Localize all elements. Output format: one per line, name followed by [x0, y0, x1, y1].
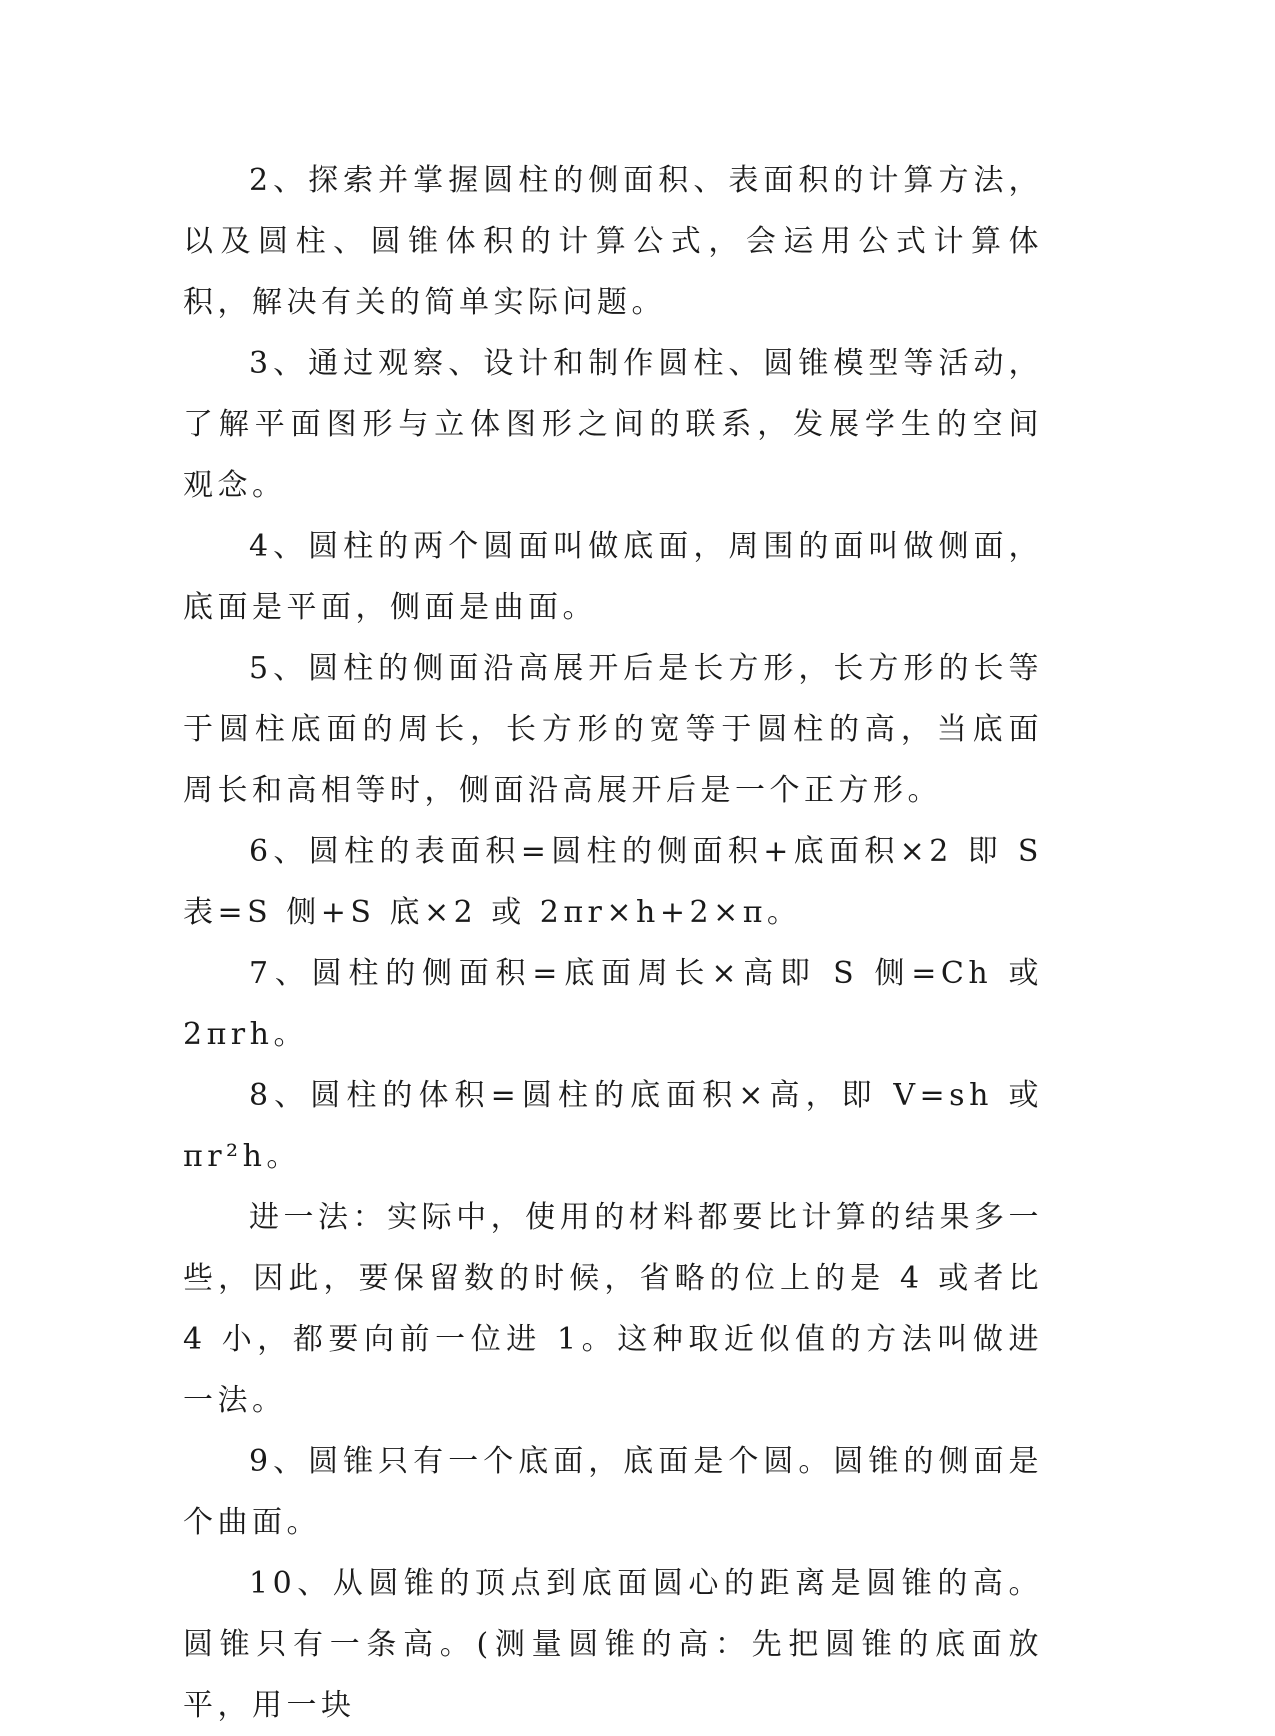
- paragraph-4: 4、圆柱的两个圆面叫做底面，周围的面叫做侧面，底面是平面，侧面是曲面。: [183, 529, 1043, 625]
- paragraph-jinyifa: 进一法：实际中，使用的材料都要比计算的结果多一些，因此，要保留数的时候，省略的位上的是 4 或者比 4 小，都要向前一位进 1。这种取近似值的方法叫做进一法。: [183, 1200, 1043, 1418]
- document-page: [183, 150, 1043, 1736]
- paragraph-9: 9、圆锥只有一个底面，底面是个圆。圆锥的侧面是个曲面。: [183, 1444, 1043, 1540]
- paragraph-7: 7、圆柱的侧面积=底面周长×高即 S 侧=Ch 或 2πrh。: [183, 956, 1043, 1052]
- paragraph-3: 3、通过观察、设计和制作圆柱、圆锥模型等活动，了解平面图形与立体图形之间的联系，发展学生的空间观念。: [183, 346, 1043, 503]
- paragraph-2: 2、探索并掌握圆柱的侧面积、表面积的计算方法，以及圆柱、圆锥体积的计算公式，会运用公式计算体积，解决有关的简单实际问题。: [183, 163, 1043, 320]
- paragraph-10: 10、从圆锥的顶点到底面圆心的距离是圆锥的高。圆锥只有一条高。(测量圆锥的高：先把圆锥的底面放平，用一块: [183, 1566, 1043, 1723]
- paragraph-8: 8、圆柱的体积=圆柱的底面积×高，即 V=sh 或 πr²h。: [183, 1078, 1043, 1174]
- paragraph-5: 5、圆柱的侧面沿高展开后是长方形，长方形的长等于圆柱底面的周长，长方形的宽等于圆柱的高，当底面周长和高相等时，侧面沿高展开后是一个正方形。: [183, 651, 1043, 808]
- paragraph-6: 6、圆柱的表面积=圆柱的侧面积+底面积×2 即 S 表=S 侧+S 底×2 或 2πr×h+2×π。: [183, 834, 1043, 930]
